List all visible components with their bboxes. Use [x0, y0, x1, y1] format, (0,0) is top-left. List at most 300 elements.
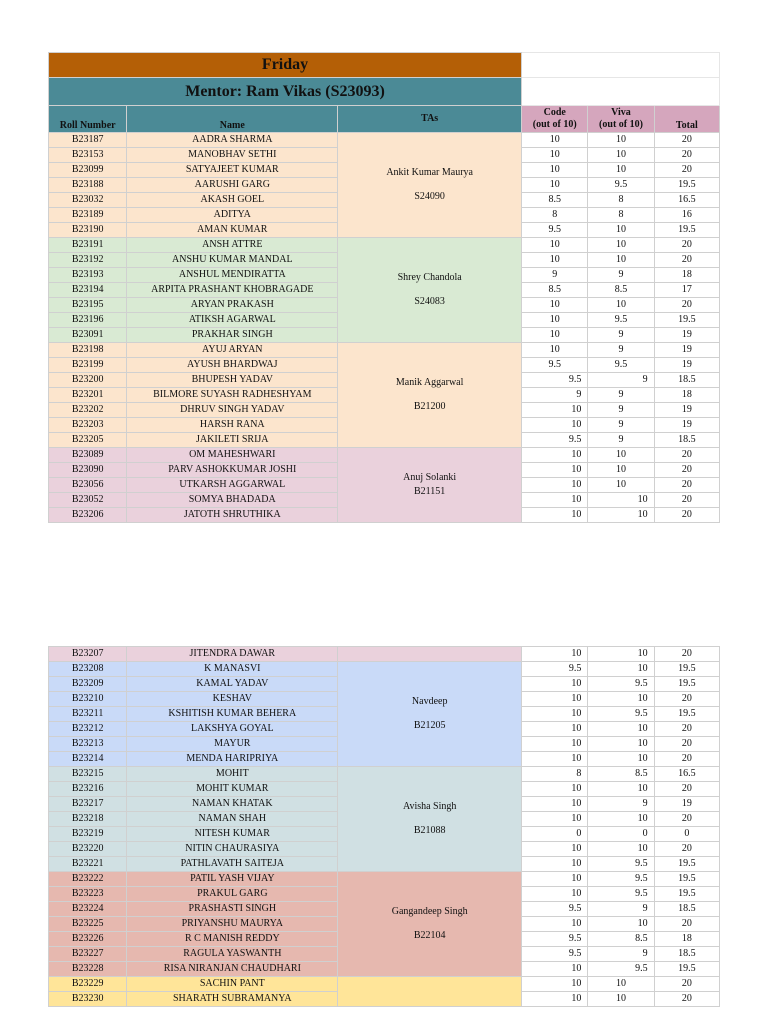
student-name-cell: JATOTH SHRUTHIKA	[127, 508, 338, 523]
viva-score-cell: 10	[588, 163, 654, 178]
viva-score-cell: 10	[588, 508, 654, 523]
roll-number-cell: B23199	[49, 358, 127, 373]
roll-number-cell: B23230	[49, 992, 127, 1007]
student-name-cell: ANSH ATTRE	[127, 238, 338, 253]
roll-number-cell: B23210	[49, 692, 127, 707]
code-score-cell: 10	[522, 782, 588, 797]
total-score-cell: 19	[654, 797, 719, 812]
viva-score-cell: 0	[588, 827, 654, 842]
viva-score-cell: 8.5	[588, 283, 654, 298]
viva-score-cell: 10	[588, 782, 654, 797]
roll-number-cell: B23056	[49, 478, 127, 493]
roll-number-cell: B23220	[49, 842, 127, 857]
header-tas: TAs	[338, 106, 522, 133]
bottom-sheet-block	[48, 646, 720, 1007]
roll-number-cell: B23203	[49, 418, 127, 433]
roll-number-cell: B23219	[49, 827, 127, 842]
header-name: Name	[127, 106, 338, 133]
code-score-cell: 10	[522, 977, 588, 992]
code-score-cell: 9.5	[522, 902, 588, 917]
roll-number-cell: B23194	[49, 283, 127, 298]
student-name-cell: NITESH KUMAR	[127, 827, 338, 842]
code-score-cell: 8.5	[522, 283, 588, 298]
code-score-cell: 10	[522, 812, 588, 827]
roll-number-cell: B23202	[49, 403, 127, 418]
ta-name: Avisha Singh	[402, 801, 457, 812]
student-name-cell: JAKILETI SRIJA	[127, 433, 338, 448]
code-score-cell: 9.5	[522, 358, 588, 373]
student-name-cell: SOMYA BHADADA	[127, 493, 338, 508]
roll-number-cell: B23206	[49, 508, 127, 523]
roll-number-cell: B23189	[49, 208, 127, 223]
total-score-cell: 20	[654, 737, 719, 752]
roll-number-cell: B23195	[49, 298, 127, 313]
code-score-cell: 10	[522, 872, 588, 887]
ta-cell	[338, 977, 522, 1007]
viva-score-cell: 10	[588, 133, 654, 148]
ta-gap	[340, 814, 519, 824]
roll-number-cell: B23228	[49, 962, 127, 977]
table-row	[49, 133, 720, 148]
code-score-cell: 9	[522, 388, 588, 403]
ta-cell	[338, 662, 522, 767]
student-name-cell: ARPITA PRASHANT KHOBRAGADE	[127, 283, 338, 298]
student-name-cell: JITENDRA DAWAR	[127, 647, 338, 662]
ta-cell	[338, 767, 522, 872]
viva-score-cell: 9.5	[588, 358, 654, 373]
code-score-cell: 10	[522, 418, 588, 433]
total-score-cell: 20	[654, 917, 719, 932]
ta-name: Manik Aggarwal	[395, 377, 464, 388]
code-score-cell: 10	[522, 722, 588, 737]
ta-cell	[338, 872, 522, 977]
total-score-cell: 20	[654, 992, 719, 1007]
total-score-cell: 19.5	[654, 677, 719, 692]
student-name-cell: AYUSH BHARDWAJ	[127, 358, 338, 373]
code-score-cell: 10	[522, 403, 588, 418]
student-name-cell: RAGULA YASWANTH	[127, 947, 338, 962]
student-name-cell: OM MAHESHWARI	[127, 448, 338, 463]
total-score-cell: 20	[654, 133, 719, 148]
student-name-cell: PATIL YASH VIJAY	[127, 872, 338, 887]
student-name-cell: HARSH RANA	[127, 418, 338, 433]
viva-score-cell: 9	[588, 797, 654, 812]
roll-number-cell: B23191	[49, 238, 127, 253]
viva-score-cell: 9.5	[588, 887, 654, 902]
viva-score-cell: 10	[588, 223, 654, 238]
roll-number-cell: B23212	[49, 722, 127, 737]
student-name-cell: PRAKUL GARG	[127, 887, 338, 902]
roll-number-cell: B23223	[49, 887, 127, 902]
ta-gap	[340, 285, 519, 295]
ta-cell	[338, 238, 522, 343]
roll-number-cell: B23215	[49, 767, 127, 782]
roll-number-cell: B23211	[49, 707, 127, 722]
ta-id: B21200	[413, 401, 446, 412]
roll-number-cell: B23216	[49, 782, 127, 797]
total-score-cell: 19.5	[654, 887, 719, 902]
total-score-cell: 20	[654, 463, 719, 478]
roll-number-cell: B23222	[49, 872, 127, 887]
viva-score-cell: 10	[588, 298, 654, 313]
roll-number-cell: B23217	[49, 797, 127, 812]
total-score-cell: 19.5	[654, 857, 719, 872]
student-name-cell: ARYAN PRAKASH	[127, 298, 338, 313]
header-code: Code (out of 10)	[522, 106, 588, 133]
code-score-cell: 10	[522, 463, 588, 478]
student-name-cell: ANSHU KUMAR MANDAL	[127, 253, 338, 268]
student-name-cell: UTKARSH AGGARWAL	[127, 478, 338, 493]
total-score-cell: 20	[654, 148, 719, 163]
ta-name: Navdeep	[411, 696, 448, 707]
roll-number-cell: B23226	[49, 932, 127, 947]
viva-score-cell: 10	[588, 253, 654, 268]
total-score-cell: 19.5	[654, 872, 719, 887]
student-name-cell: ATIKSH AGARWAL	[127, 313, 338, 328]
student-name-cell: SATYAJEET KUMAR	[127, 163, 338, 178]
student-name-cell: AARUSHI GARG	[127, 178, 338, 193]
table-row	[49, 872, 720, 887]
total-score-cell: 19.5	[654, 707, 719, 722]
code-score-cell: 10	[522, 313, 588, 328]
viva-score-cell: 9	[588, 947, 654, 962]
viva-score-cell: 10	[588, 493, 654, 508]
student-name-cell: AMAN KUMAR	[127, 223, 338, 238]
code-score-cell: 0	[522, 827, 588, 842]
bottom-grade-table	[48, 646, 720, 1007]
student-name-cell: MANOBHAV SETHI	[127, 148, 338, 163]
code-score-cell: 10	[522, 343, 588, 358]
roll-number-cell: B23153	[49, 148, 127, 163]
total-score-cell: 19	[654, 358, 719, 373]
roll-number-cell: B23225	[49, 917, 127, 932]
roll-number-cell: B23188	[49, 178, 127, 193]
code-score-cell: 10	[522, 797, 588, 812]
roll-number-cell: B23090	[49, 463, 127, 478]
ta-cell	[338, 343, 522, 448]
viva-score-cell: 9	[588, 268, 654, 283]
viva-score-cell: 9.5	[588, 677, 654, 692]
roll-number-cell: B23227	[49, 947, 127, 962]
total-score-cell: 18.5	[654, 947, 719, 962]
viva-score-cell: 9.5	[588, 313, 654, 328]
student-name-cell: LAKSHYA GOYAL	[127, 722, 338, 737]
student-name-cell: KSHITISH KUMAR BEHERA	[127, 707, 338, 722]
viva-score-cell: 9.5	[588, 962, 654, 977]
viva-score-cell: 9.5	[588, 872, 654, 887]
student-name-cell: K MANASVI	[127, 662, 338, 677]
table-row	[49, 448, 720, 463]
student-name-cell: BILMORE SUYASH RADHESHYAM	[127, 388, 338, 403]
student-name-cell: AYUJ ARYAN	[127, 343, 338, 358]
viva-score-cell: 8	[588, 193, 654, 208]
total-score-cell: 20	[654, 647, 719, 662]
total-score-cell: 18.5	[654, 373, 719, 388]
viva-score-cell: 10	[588, 722, 654, 737]
code-score-cell: 10	[522, 752, 588, 767]
viva-score-cell: 10	[588, 662, 654, 677]
code-score-cell: 10	[522, 842, 588, 857]
total-score-cell: 20	[654, 298, 719, 313]
student-name-cell: ADITYA	[127, 208, 338, 223]
mentor-banner: Mentor: Ram Vikas (S23093)	[49, 78, 522, 106]
roll-number-cell: B23218	[49, 812, 127, 827]
viva-score-cell: 9	[588, 373, 654, 388]
viva-score-cell: 8.5	[588, 932, 654, 947]
code-score-cell: 9.5	[522, 373, 588, 388]
student-name-cell: KESHAV	[127, 692, 338, 707]
table-row	[49, 238, 720, 253]
student-name-cell: NAMAN SHAH	[127, 812, 338, 827]
total-score-cell: 20	[654, 163, 719, 178]
viva-score-cell: 10	[588, 478, 654, 493]
roll-number-cell: B23214	[49, 752, 127, 767]
viva-score-cell: 9.5	[588, 707, 654, 722]
student-name-cell: SHARATH SUBRAMANYA	[127, 992, 338, 1007]
code-score-cell: 10	[522, 508, 588, 523]
total-score-cell: 18.5	[654, 433, 719, 448]
code-score-cell: 9.5	[522, 662, 588, 677]
total-score-cell: 16.5	[654, 767, 719, 782]
student-name-cell: R C MANISH REDDY	[127, 932, 338, 947]
code-score-cell: 8.5	[522, 193, 588, 208]
ta-id: B21205	[413, 720, 446, 731]
roll-number-cell: B23207	[49, 647, 127, 662]
viva-score-cell: 9	[588, 418, 654, 433]
code-score-cell: 10	[522, 328, 588, 343]
roll-number-cell: B23221	[49, 857, 127, 872]
viva-score-cell: 10	[588, 448, 654, 463]
roll-number-cell: B23032	[49, 193, 127, 208]
total-score-cell: 20	[654, 692, 719, 707]
header-total: Total	[654, 106, 719, 133]
student-name-cell: MENDA HARIPRIYA	[127, 752, 338, 767]
viva-score-cell: 10	[588, 842, 654, 857]
viva-score-cell: 10	[588, 812, 654, 827]
student-name-cell: ANSHUL MENDIRATTA	[127, 268, 338, 283]
code-score-cell: 10	[522, 962, 588, 977]
ta-gap	[340, 919, 519, 929]
ta-id: B21151	[414, 486, 446, 497]
code-score-cell: 10	[522, 163, 588, 178]
code-score-cell: 9.5	[522, 223, 588, 238]
total-score-cell: 20	[654, 493, 719, 508]
table-row	[49, 647, 720, 662]
table-row	[49, 662, 720, 677]
code-score-cell: 10	[522, 148, 588, 163]
viva-score-cell: 9	[588, 902, 654, 917]
total-score-cell: 17	[654, 283, 719, 298]
student-name-cell: PRAKHAR SINGH	[127, 328, 338, 343]
code-score-cell: 10	[522, 178, 588, 193]
total-score-cell: 20	[654, 752, 719, 767]
roll-number-cell: B23213	[49, 737, 127, 752]
student-name-cell: PRASHASTI SINGH	[127, 902, 338, 917]
viva-score-cell: 8.5	[588, 767, 654, 782]
roll-number-cell: B23224	[49, 902, 127, 917]
code-score-cell: 10	[522, 133, 588, 148]
table-row	[49, 343, 720, 358]
total-score-cell: 20	[654, 782, 719, 797]
code-score-cell: 9.5	[522, 932, 588, 947]
ta-id: B22104	[413, 930, 446, 941]
viva-score-cell: 10	[588, 692, 654, 707]
top-sheet-block	[48, 52, 720, 523]
code-score-cell: 10	[522, 253, 588, 268]
viva-score-cell: 9.5	[588, 857, 654, 872]
code-score-cell: 10	[522, 677, 588, 692]
total-score-cell: 20	[654, 812, 719, 827]
ta-id: S24083	[414, 296, 445, 307]
ta-cell	[338, 647, 522, 662]
total-score-cell: 18	[654, 388, 719, 403]
total-score-cell: 20	[654, 238, 719, 253]
total-score-cell: 0	[654, 827, 719, 842]
code-score-cell: 10	[522, 298, 588, 313]
total-score-cell: 18	[654, 268, 719, 283]
code-score-cell: 9.5	[522, 947, 588, 962]
student-name-cell: AADRA SHARMA	[127, 133, 338, 148]
roll-number-cell: B23187	[49, 133, 127, 148]
day-banner: Friday	[49, 53, 522, 78]
top-grade-table	[48, 52, 720, 523]
student-name-cell: PARV ASHOKKUMAR JOSHI	[127, 463, 338, 478]
total-score-cell: 20	[654, 977, 719, 992]
viva-score-cell: 10	[588, 148, 654, 163]
viva-score-cell: 9	[588, 388, 654, 403]
total-score-cell: 19	[654, 403, 719, 418]
total-score-cell: 16	[654, 208, 719, 223]
student-name-cell: BHUPESH YADAV	[127, 373, 338, 388]
total-score-cell: 16.5	[654, 193, 719, 208]
viva-score-cell: 9	[588, 343, 654, 358]
total-score-cell: 19.5	[654, 178, 719, 193]
roll-number-cell: B23190	[49, 223, 127, 238]
ta-name: Gangandeep Singh	[391, 906, 468, 917]
student-name-cell: PATHLAVATH SAITEJA	[127, 857, 338, 872]
total-score-cell: 20	[654, 448, 719, 463]
roll-number-cell: B23209	[49, 677, 127, 692]
student-name-cell: DHRUV SINGH YADAV	[127, 403, 338, 418]
total-score-cell: 19	[654, 343, 719, 358]
student-name-cell: NITIN CHAURASIYA	[127, 842, 338, 857]
ta-name: Anuj Solanki	[403, 472, 457, 483]
code-score-cell: 10	[522, 478, 588, 493]
roll-number-cell: B23089	[49, 448, 127, 463]
total-score-cell: 19.5	[654, 662, 719, 677]
header-viva: Viva (out of 10)	[588, 106, 654, 133]
ta-cell	[338, 133, 522, 238]
roll-number-cell: B23099	[49, 163, 127, 178]
student-name-cell: NAMAN KHATAK	[127, 797, 338, 812]
total-score-cell: 19	[654, 328, 719, 343]
roll-number-cell: B23229	[49, 977, 127, 992]
roll-number-cell: B23200	[49, 373, 127, 388]
code-score-cell: 10	[522, 917, 588, 932]
viva-score-cell: 10	[588, 737, 654, 752]
ta-cell	[338, 448, 522, 523]
code-score-cell: 10	[522, 857, 588, 872]
student-name-cell: MOHIT	[127, 767, 338, 782]
code-score-cell: 9.5	[522, 433, 588, 448]
total-score-cell: 20	[654, 478, 719, 493]
code-score-cell: 9	[522, 268, 588, 283]
total-score-cell: 18.5	[654, 902, 719, 917]
student-name-cell: KAMAL YADAV	[127, 677, 338, 692]
code-score-cell: 10	[522, 493, 588, 508]
total-score-cell: 20	[654, 253, 719, 268]
ta-id: S24090	[414, 191, 445, 202]
roll-number-cell: B23193	[49, 268, 127, 283]
code-score-cell: 8	[522, 208, 588, 223]
code-score-cell: 10	[522, 238, 588, 253]
roll-number-cell: B23201	[49, 388, 127, 403]
viva-score-cell: 10	[588, 917, 654, 932]
student-name-cell: AKASH GOEL	[127, 193, 338, 208]
ta-gap	[340, 390, 519, 400]
code-score-cell: 10	[522, 707, 588, 722]
total-score-cell: 20	[654, 842, 719, 857]
student-name-cell: SACHIN PANT	[127, 977, 338, 992]
total-score-cell: 20	[654, 508, 719, 523]
roll-number-cell: B23205	[49, 433, 127, 448]
viva-score-cell: 8	[588, 208, 654, 223]
ta-gap	[340, 709, 519, 719]
viva-score-cell: 10	[588, 463, 654, 478]
total-score-cell: 19	[654, 418, 719, 433]
total-score-cell: 19.5	[654, 962, 719, 977]
table-row	[49, 767, 720, 782]
code-score-cell: 10	[522, 992, 588, 1007]
roll-number-cell: B23196	[49, 313, 127, 328]
viva-score-cell: 10	[588, 647, 654, 662]
ta-name: Shrey Chandola	[397, 272, 462, 283]
code-score-cell: 8	[522, 767, 588, 782]
header-roll-number: Roll Number	[49, 106, 127, 133]
roll-number-cell: B23192	[49, 253, 127, 268]
roll-number-cell: B23208	[49, 662, 127, 677]
code-score-cell: 10	[522, 887, 588, 902]
student-name-cell: RISA NIRANJAN CHAUDHARI	[127, 962, 338, 977]
viva-score-cell: 10	[588, 992, 654, 1007]
viva-score-cell: 10	[588, 752, 654, 767]
code-score-cell: 10	[522, 647, 588, 662]
empty-cell	[522, 53, 720, 78]
ta-name: Ankit Kumar Maurya	[386, 167, 473, 178]
total-score-cell: 19.5	[654, 313, 719, 328]
viva-score-cell: 9	[588, 403, 654, 418]
ta-id: B21088	[413, 825, 446, 836]
viva-score-cell: 9	[588, 433, 654, 448]
total-score-cell: 18	[654, 932, 719, 947]
code-score-cell: 10	[522, 448, 588, 463]
total-score-cell: 19.5	[654, 223, 719, 238]
total-score-cell: 20	[654, 722, 719, 737]
roll-number-cell: B23052	[49, 493, 127, 508]
student-name-cell: MAYUR	[127, 737, 338, 752]
roll-number-cell: B23091	[49, 328, 127, 343]
ta-gap	[340, 180, 519, 190]
student-name-cell: MOHIT KUMAR	[127, 782, 338, 797]
viva-score-cell: 9	[588, 328, 654, 343]
student-name-cell: PRIYANSHU MAURYA	[127, 917, 338, 932]
viva-score-cell: 10	[588, 977, 654, 992]
roll-number-cell: B23198	[49, 343, 127, 358]
viva-score-cell: 10	[588, 238, 654, 253]
empty-cell	[522, 78, 720, 106]
viva-score-cell: 9.5	[588, 178, 654, 193]
code-score-cell: 10	[522, 737, 588, 752]
